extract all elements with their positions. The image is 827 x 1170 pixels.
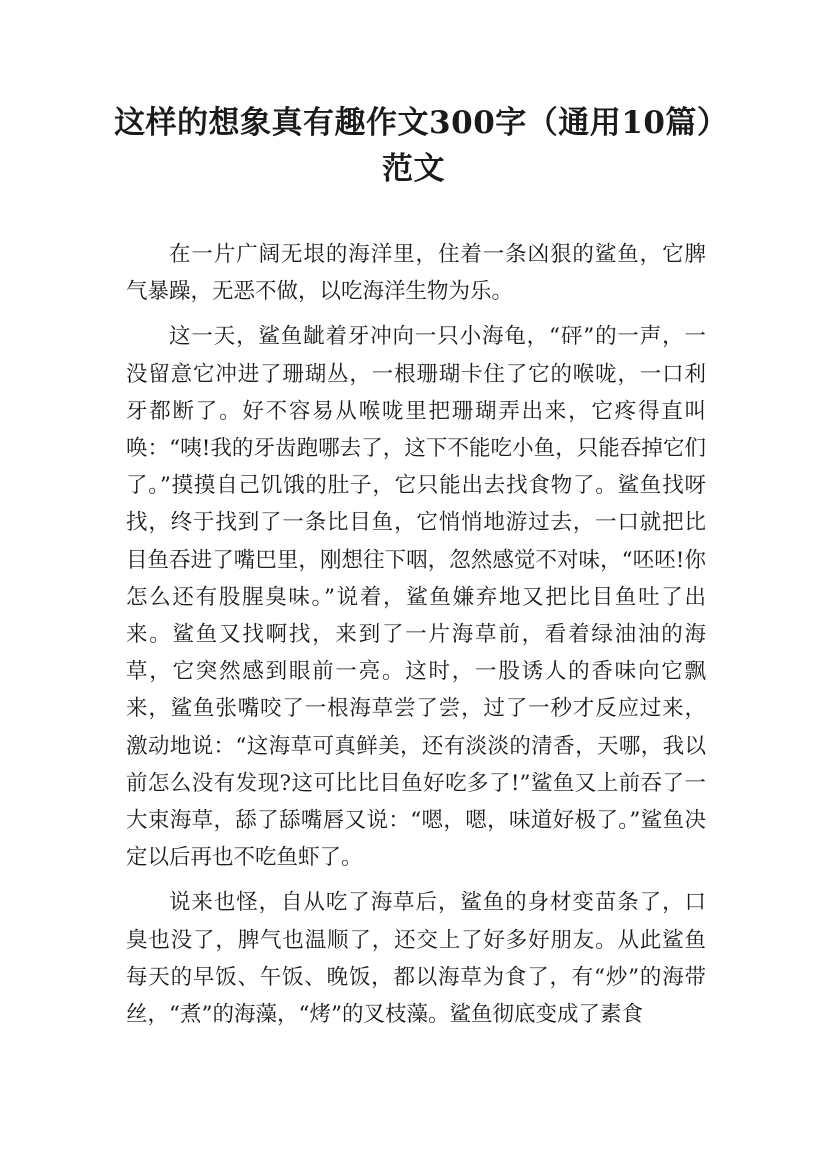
document-body: [126, 236, 706, 1033]
document-title: 这样的想象真有趣作文300字（通用10篇）范文: [114, 105, 713, 187]
paragraph-1: 在一片广阔无垠的海洋里，住着一条凶狠的鲨鱼，它脾气暴躁，无恶不做，以吃海洋生物为乐。: [126, 242, 706, 305]
paragraph-3: 说来也怪，自从吃了海草后，鲨鱼的身材变苗条了，口臭也没了，脾气也温顺了，还交上了好多好朋友。从此鲨鱼每天的早饭、午饭、晚饭，都以海草为食了，有“炒”的海带丝，“煮”的海藻，“烤”的叉枝藻。鲨鱼彻底变成了素食: [126, 890, 706, 1028]
paragraph-2: 这一天，鲨鱼龇着牙冲向一只小海龟，“砰”的一声，一没留意它冲进了珊瑚丛，一根珊瑚卡住了它的喉咙，一口利牙都断了。好不容易从喉咙里把珊瑚弄出来，它疼得直叫唤：“咦!我的牙齿跑哪去了，这下不能吃小鱼，只能吞掉它们了。”摸摸自己饥饿的肚子，它只能出去找食物了。鲨鱼找呀找，终于找到了一条比目鱼，它悄悄地游过去，一口就把比目鱼吞进了嘴巴里，刚想往下咽，忽然感觉不对味，“呸呸!你怎么还有股腥臭味。”说着，鲨鱼嫌弃地又把比目鱼吐了出来。鲨鱼又找啊找，来到了一片海草前，看着绿油油的海草，它突然感到眼前一亮。这时，一股诱人的香味向它飘来，鲨鱼张嘴咬了一根海草尝了尝，过了一秒才反应过来，激动地说：“这海草可真鲜美，还有淡淡的清香，天哪，我以前怎么没有发现?这可比比目鱼好吃多了!”鲨鱼又上前吞了一大束海草，舔了舔嘴唇又说：“嗯，嗯，味道好极了。”鲨鱼决定以后再也不吃鱼虾了。: [126, 324, 706, 871]
